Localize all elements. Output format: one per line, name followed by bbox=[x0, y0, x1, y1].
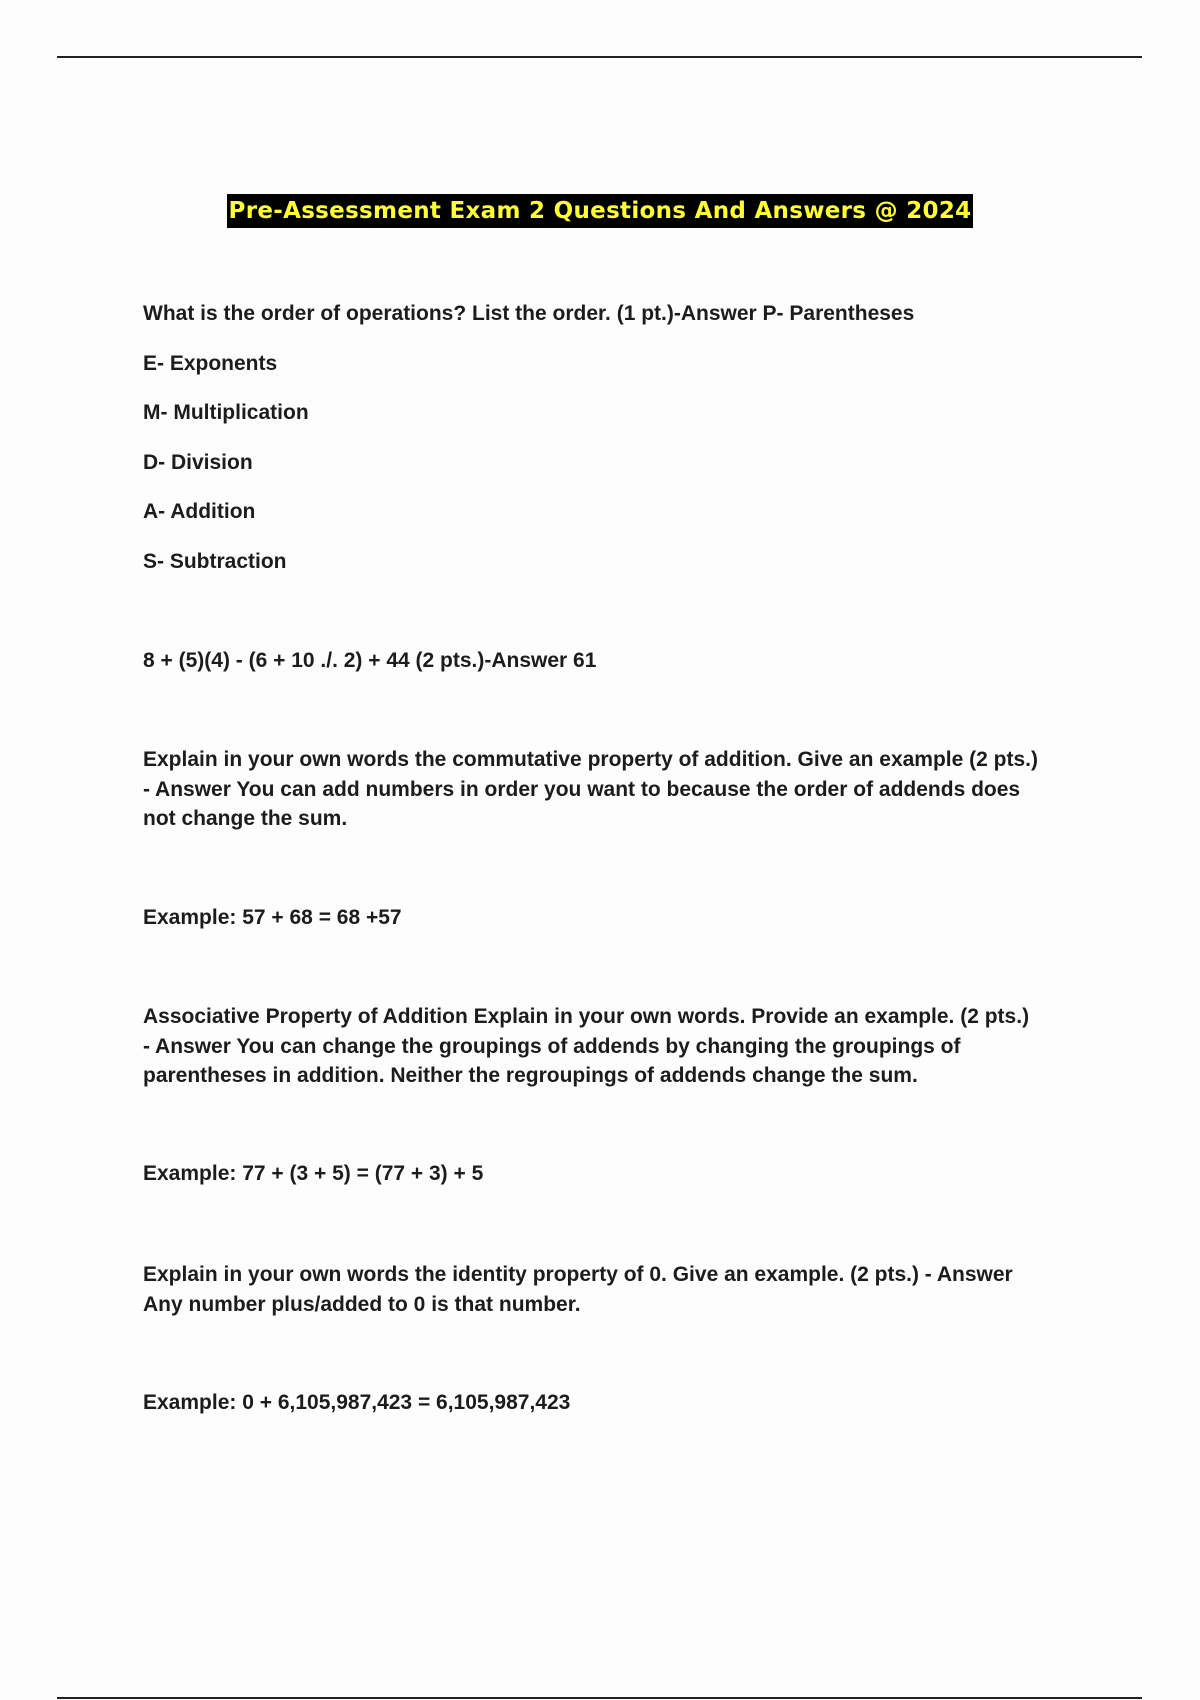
question-associative-property bbox=[143, 1002, 1103, 1091]
bottom-rule bbox=[57, 1697, 1142, 1699]
title-container bbox=[0, 194, 1200, 228]
example-associative: Example: 77 + (3 + 5) = (77 + 3) + 5 bbox=[143, 1162, 484, 1185]
list-item-subtraction: S- Subtraction bbox=[143, 550, 287, 573]
top-rule bbox=[57, 56, 1142, 58]
paragraph-line: not change the sum. bbox=[143, 807, 348, 830]
list-item-division: D- Division bbox=[143, 451, 253, 474]
question-identity-property bbox=[143, 1260, 1103, 1319]
document-title: Pre-Assessment Exam 2 Questions And Answers @ 2024 bbox=[227, 194, 974, 228]
example-commutative: Example: 57 + 68 = 68 +57 bbox=[143, 906, 402, 929]
question-expression: 8 + (5)(4) - (6 + 10 ./. 2) + 44 (2 pts.)-Answer 61 bbox=[143, 649, 597, 672]
question-commutative-property bbox=[143, 745, 1103, 834]
paragraph-line: Associative Property of Addition Explain in your own words. Provide an example. (2 pts.) bbox=[143, 1005, 1030, 1028]
list-item-exponents: E- Exponents bbox=[143, 352, 278, 375]
question-order-of-operations: What is the order of operations? List the order. (1 pt.)-Answer P- Parentheses bbox=[143, 302, 915, 325]
list-item-multiplication: M- Multiplication bbox=[143, 401, 309, 424]
paragraph-line: Any number plus/added to 0 is that number. bbox=[143, 1292, 581, 1316]
paragraph-line: - Answer You can add numbers in order you want to because the order of addends does bbox=[143, 777, 1021, 801]
example-identity: Example: 0 + 6,105,987,423 = 6,105,987,423 bbox=[143, 1391, 571, 1414]
list-item-addition: A- Addition bbox=[143, 500, 256, 523]
paragraph-line: Explain in your own words the commutative property of addition. Give an example (2 pts.) bbox=[143, 748, 1038, 771]
paragraph-line: Explain in your own words the identity property of 0. Give an example. (2 pts.) - Answer bbox=[143, 1263, 1013, 1286]
paragraph-line: parentheses in addition. Neither the regroupings of addends change the sum. bbox=[143, 1064, 918, 1087]
paragraph-line: - Answer You can change the groupings of addends by changing the groupings of bbox=[143, 1034, 961, 1058]
